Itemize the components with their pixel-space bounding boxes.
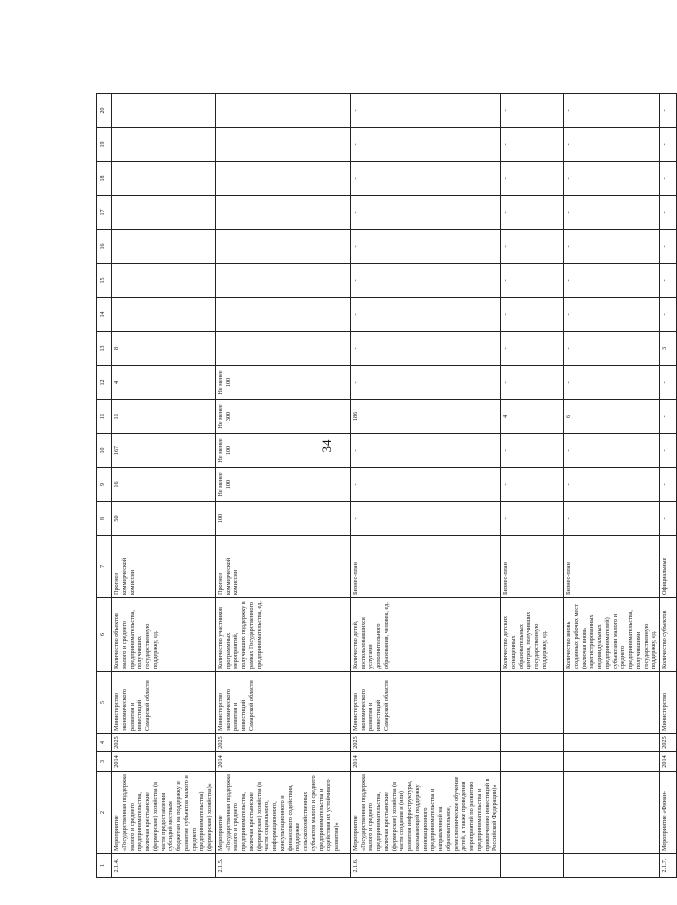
value-cell: - — [350, 434, 500, 468]
value-cell: - — [564, 366, 660, 400]
value-cell: 4 — [112, 366, 216, 400]
value-cell — [112, 196, 216, 230]
value-cell: - — [660, 162, 677, 196]
value-cell: - — [501, 162, 564, 196]
executor: Министерство экономического развития и инвестиций Самарской области — [215, 672, 350, 734]
value-cell: - — [660, 298, 677, 332]
value-cell: 4 — [501, 400, 564, 434]
event-name — [501, 772, 564, 854]
value-cell: - — [501, 298, 564, 332]
table-row — [501, 94, 564, 878]
value-cell — [112, 128, 216, 162]
column-header: 11 — [97, 400, 112, 434]
value-cell: - — [660, 366, 677, 400]
value-cell: 167 — [112, 434, 216, 468]
start-year — [501, 752, 564, 772]
end-year — [564, 734, 660, 752]
value-cell: - — [564, 264, 660, 298]
value-cell: - — [501, 94, 564, 128]
value-cell: - — [660, 502, 677, 536]
event-name: Мероприятие «Государственная поддержка малого и среднего предпринимательства, включая крестьянские (фермерские) хозяйства (в части социального, информационного, консультационного и финансового содействия, поддержке сельскохозяйственных субъектов малого и среднего предпринимательства и содействия их устойчивого развития)» — [215, 772, 350, 854]
value-cell: 50 — [112, 502, 216, 536]
event-name: Мероприятие «Государственная поддержка малого и среднего предпринимательства, включая крестьянские (фермерские) хозяйства (в части создания и (или) развития инфраструктуры, оказывающей поддержку инновационного предпринимательства и направленной на образовательное, ремесленническое обучение детей, а также проведения мероприятий по развитию предпринимательства и привлечению инвестиций в Российской Федерации)» — [350, 772, 500, 854]
value-cell: Не менее 100 — [215, 434, 350, 468]
program-table — [96, 93, 677, 878]
value-cell — [215, 264, 350, 298]
value-cell: - — [564, 434, 660, 468]
value-cell: - — [660, 264, 677, 298]
value-cell: - — [564, 502, 660, 536]
value-cell: 6 — [564, 400, 660, 434]
executor — [564, 672, 660, 734]
value-cell — [215, 162, 350, 196]
data-source: Бизнес-план — [501, 536, 564, 598]
value-cell: - — [350, 502, 500, 536]
value-cell: Не менее 100 — [215, 468, 350, 502]
start-year: 2014 — [112, 752, 216, 772]
value-cell: - — [564, 230, 660, 264]
value-cell: - — [350, 332, 500, 366]
value-cell: - — [501, 332, 564, 366]
event-name: Мероприятие «Государственная поддержка малого и среднего предпринимательства, включая крестьянские (фермерские) хозяйства (в части предоставления субсидий местным бюджетам на поддержку и развитие субъектов малого и среднего предпринимательства) (фермерские) хозяйства)» — [112, 772, 216, 854]
value-cell — [215, 332, 350, 366]
table-row — [660, 94, 677, 878]
value-cell: - — [501, 128, 564, 162]
value-cell: - — [660, 94, 677, 128]
value-cell — [112, 94, 216, 128]
value-cell: - — [350, 366, 500, 400]
value-cell: - — [501, 434, 564, 468]
table-row — [564, 94, 660, 878]
value-cell: - — [501, 366, 564, 400]
row-number: 2.1.5. — [215, 854, 350, 878]
value-cell: - — [350, 230, 500, 264]
column-header: 5 — [97, 672, 112, 734]
value-cell — [112, 298, 216, 332]
value-cell: - — [564, 298, 660, 332]
indicator: Количество детских оснащенных образовательных центров, получивших государственную поддержку, ед. — [501, 598, 564, 672]
value-cell: 11 — [112, 400, 216, 434]
value-cell: 100 — [215, 502, 350, 536]
row-number: 2.1.7. — [660, 854, 677, 878]
value-cell: - — [501, 264, 564, 298]
indicator: Количество субъектов — [660, 598, 677, 672]
value-cell: - — [660, 400, 677, 434]
indicator: Количество объектов малого и среднего предпринимательства, получивших государственную поддержку, ед. — [112, 598, 216, 672]
column-header: 4 — [97, 734, 112, 752]
column-header: 3 — [97, 752, 112, 772]
header-row — [97, 94, 112, 878]
value-cell: - — [564, 196, 660, 230]
value-cell: 3 — [660, 332, 677, 366]
end-year — [501, 734, 564, 752]
value-cell — [215, 128, 350, 162]
value-cell: - — [660, 196, 677, 230]
start-year — [564, 752, 660, 772]
rotated-table-container — [96, 98, 668, 878]
column-header: 19 — [97, 128, 112, 162]
column-header: 8 — [97, 502, 112, 536]
executor: Министерство — [660, 672, 677, 734]
value-cell — [112, 230, 216, 264]
value-cell: - — [564, 128, 660, 162]
value-cell: - — [350, 264, 500, 298]
value-cell — [112, 264, 216, 298]
indicator: Количество участников программных мероприятий, получивших поддержку в рамках Государственного предпринимательства, ед. — [215, 598, 350, 672]
value-cell: 8 — [112, 332, 216, 366]
column-header: 6 — [97, 598, 112, 672]
value-cell: 16 — [112, 468, 216, 502]
column-header: 16 — [97, 230, 112, 264]
column-header: 12 — [97, 366, 112, 400]
column-header: 13 — [97, 332, 112, 366]
value-cell: - — [660, 230, 677, 264]
table-row — [350, 94, 500, 878]
column-header: 2 — [97, 772, 112, 854]
value-cell: - — [660, 128, 677, 162]
value-cell: - — [564, 162, 660, 196]
value-cell: - — [564, 332, 660, 366]
indicator: Количество вновь созданных рабочих мест (включая вновь зарегистрированных индивидуальных предпринимателей) субъектами малого и среднего предпринимательства, получившими государственную поддержку, ед. — [564, 598, 660, 672]
value-cell: - — [660, 468, 677, 502]
value-cell — [112, 162, 216, 196]
table-row — [112, 94, 216, 878]
row-number — [564, 854, 660, 878]
value-cell: - — [501, 502, 564, 536]
event-name — [564, 772, 660, 854]
executor — [501, 672, 564, 734]
column-header: 15 — [97, 264, 112, 298]
end-year: 2025 — [350, 734, 500, 752]
end-year: 2025 — [660, 734, 677, 752]
table-row — [215, 94, 350, 878]
value-cell — [215, 298, 350, 332]
executor: Министерство экономического развития и инвестиций Самарской области — [112, 672, 216, 734]
column-header: 9 — [97, 468, 112, 502]
value-cell: - — [564, 94, 660, 128]
value-cell — [215, 230, 350, 264]
column-header: 7 — [97, 536, 112, 598]
value-cell: - — [350, 94, 500, 128]
start-year: 2014 — [215, 752, 350, 772]
row-number — [501, 854, 564, 878]
value-cell: - — [501, 468, 564, 502]
page-number: 34 — [319, 439, 334, 453]
data-source: Бизнес-план — [350, 536, 500, 598]
column-header: 14 — [97, 298, 112, 332]
value-cell: - — [564, 468, 660, 502]
value-cell: - — [501, 196, 564, 230]
data-source: Прогноз коммерческой комиссии — [215, 536, 350, 598]
column-header: 20 — [97, 94, 112, 128]
start-year: 2014 — [350, 752, 500, 772]
row-number: 2.1.6. — [350, 854, 500, 878]
value-cell: Не менее 300 — [215, 400, 350, 434]
value-cell — [215, 196, 350, 230]
value-cell: 186 — [350, 400, 500, 434]
value-cell: - — [350, 162, 500, 196]
value-cell: - — [350, 468, 500, 502]
value-cell: Не менее 100 — [215, 366, 350, 400]
column-header: 10 — [97, 434, 112, 468]
column-header: 17 — [97, 196, 112, 230]
data-source: Прогноз коммерческой комиссии — [112, 536, 216, 598]
indicator: Количество детей, воспользовавшихся услугами дополнительного образования, человек, ед. — [350, 598, 500, 672]
value-cell — [215, 94, 350, 128]
value-cell: - — [350, 298, 500, 332]
row-number: 2.1.4. — [112, 854, 216, 878]
value-cell: - — [350, 196, 500, 230]
column-header: 18 — [97, 162, 112, 196]
event-name: Мероприятие «Финан- — [660, 772, 677, 854]
end-year: 2025 — [215, 734, 350, 752]
data-source: Бизнес-план — [564, 536, 660, 598]
start-year: 2014 — [660, 752, 677, 772]
data-source: Официальные — [660, 536, 677, 598]
value-cell: - — [501, 230, 564, 264]
end-year: 2025 — [112, 734, 216, 752]
value-cell: - — [660, 434, 677, 468]
executor: Министерство экономического развития и инвестиций Самарской области — [350, 672, 500, 734]
column-header: 1 — [97, 854, 112, 878]
value-cell: - — [350, 128, 500, 162]
